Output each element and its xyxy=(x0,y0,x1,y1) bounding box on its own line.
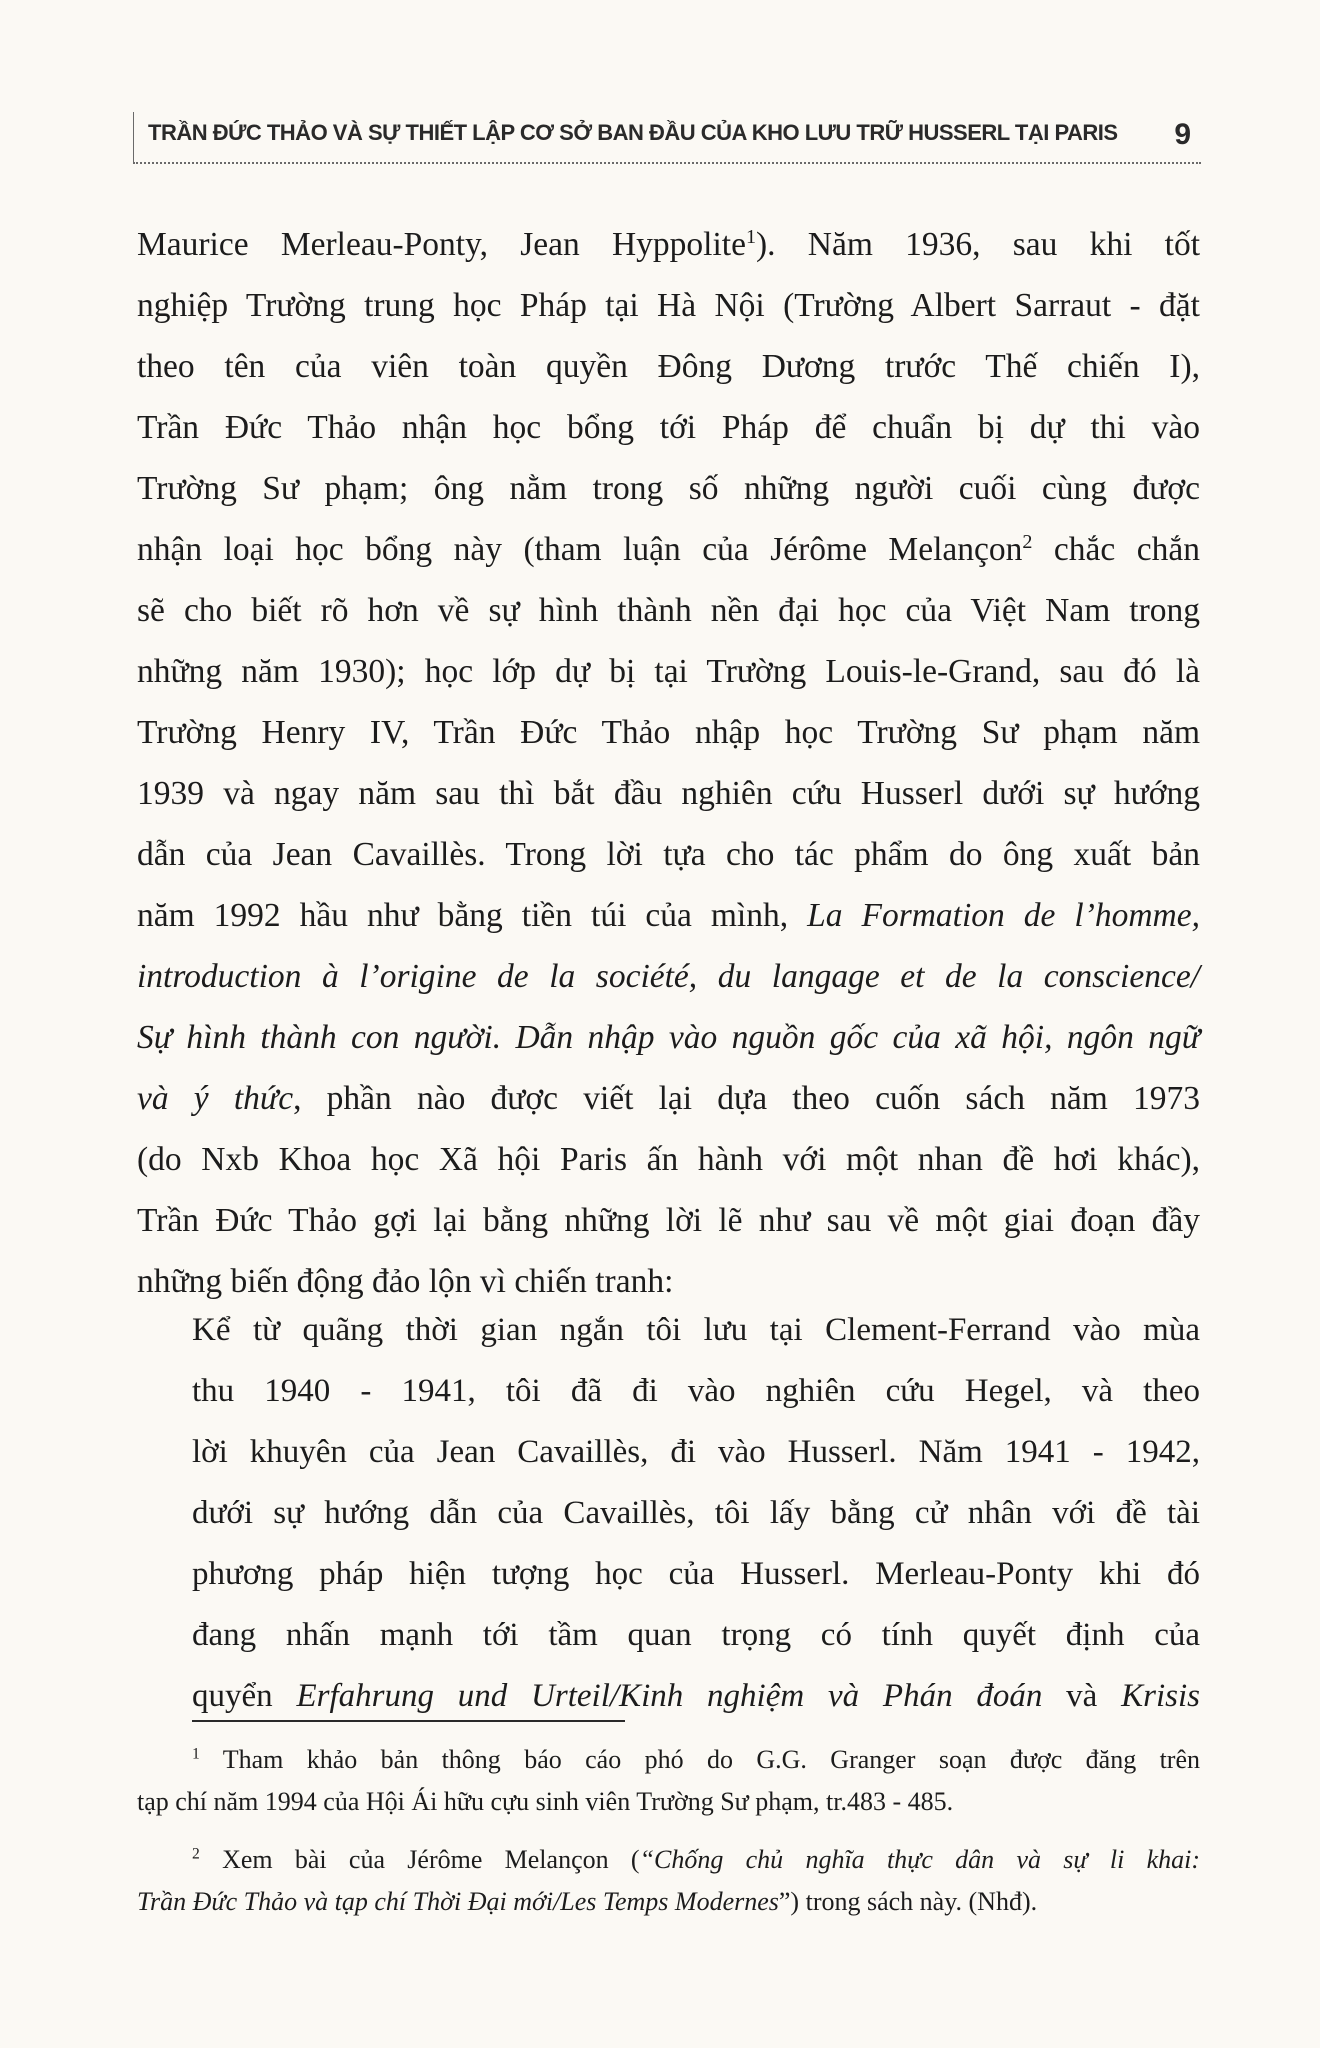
book-title-italic: Sự hình thành con người. Dẫn nhập vào nguồn gốc của xã hội, ngôn ngữ xyxy=(137,1019,1200,1056)
block-quote xyxy=(192,1300,1200,1727)
quote-line: dưới sự hướng dẫn của Cavaillès, tôi lấy bằng cử nhân với đề tài xyxy=(192,1495,1200,1531)
text-line xyxy=(137,214,1200,275)
body-paragraph xyxy=(137,214,1200,1312)
footnote-1 xyxy=(137,1739,1200,1781)
footnotes xyxy=(137,1739,1200,1923)
text-line xyxy=(137,1007,1200,1068)
footnote-number: 1 xyxy=(192,1745,200,1763)
text-line xyxy=(137,946,1200,1007)
footnote-text: Xem bài của Jérôme Melançon ( xyxy=(199,1845,640,1874)
text-segment: năm 1992 hầu như bằng tiền túi của mình, xyxy=(137,897,808,934)
book-title-italic: Erfahrung und Urteil/Kinh nghiệm và Phán đoán xyxy=(296,1678,1043,1714)
footnote-1-cont xyxy=(137,1781,1200,1823)
text-line: nghiệp Trường trung học Pháp tại Hà Nội (Trường Albert Sarraut - đặt xyxy=(137,287,1200,324)
text-line xyxy=(137,519,1200,580)
quote-line: thu 1940 - 1941, tôi đã đi vào nghiên cứu Hegel, và theo xyxy=(192,1373,1200,1409)
footnote-number: 2 xyxy=(192,1845,200,1863)
text-segment: và xyxy=(1042,1678,1122,1714)
text-segment: quyển xyxy=(192,1678,297,1714)
quote-line: đang nhấn mạnh tới tầm quan trọng có tính quyết định của xyxy=(192,1617,1200,1653)
book-title-italic: La Formation de l’homme, xyxy=(807,897,1200,934)
footnote-2-cont xyxy=(137,1881,1200,1923)
page-number: 9 xyxy=(1174,118,1191,151)
quote-line: phương pháp hiện tượng học của Husserl. Merleau-Ponty khi đó xyxy=(192,1556,1200,1592)
text-line: những biến động đảo lộn vì chiến tranh: xyxy=(137,1263,674,1300)
book-title-italic: Krisis xyxy=(1121,1678,1200,1714)
text-line: Trần Đức Thảo nhận học bổng tới Pháp để chuẩn bị dự thi vào xyxy=(137,409,1200,446)
footnote-2 xyxy=(137,1839,1200,1881)
footnote-ref-2: 2 xyxy=(1022,530,1033,553)
quote-line: Kể từ quãng thời gian ngắn tôi lưu tại Clement-Ferrand vào mùa xyxy=(192,1312,1200,1348)
text-line: (do Nxb Khoa học Xã hội Paris ấn hành với một nhan đề hơi khác), xyxy=(137,1141,1200,1178)
footnote-text: Tham khảo bản thông báo cáo phó do G.G. Granger soạn được đăng trên xyxy=(199,1745,1200,1774)
quote-line: lời khuyên của Jean Cavaillès, đi vào Husserl. Năm 1941 - 1942, xyxy=(192,1434,1200,1470)
footnote-italic: “Chống chủ nghĩa thực dân và sự li khai: xyxy=(639,1845,1201,1874)
text-line: Trần Đức Thảo gợi lại bằng những lời lẽ như sau về một giai đoạn đầy xyxy=(137,1202,1200,1239)
footnote-italic: Trần Đức Thảo và tạp chí Thời Đại mới/Les Temps Modernes xyxy=(137,1887,779,1916)
quote-line xyxy=(192,1666,1200,1727)
text-line: Trường Henry IV, Trần Đức Thảo nhập học Trường Sư phạm năm xyxy=(137,714,1200,751)
text-line xyxy=(137,885,1200,946)
footnote-ref-1: 1 xyxy=(745,225,756,248)
text-line: dẫn của Jean Cavaillès. Trong lời tựa cho tác phẩm do ông xuất bản xyxy=(137,836,1200,873)
text-segment: ). Năm 1936, sau khi tốt xyxy=(756,226,1200,263)
text-segment: nhận loại học bổng này (tham luận của Jérôme Melançon xyxy=(137,531,1023,568)
text-segment: Maurice Merleau-Ponty, Jean Hyppolite xyxy=(137,226,746,263)
text-segment: , phần nào được viết lại dựa theo cuốn sách năm 1973 xyxy=(293,1080,1201,1117)
text-line xyxy=(137,1068,1200,1129)
footnote-text: ”) trong sách này. (Nhđ). xyxy=(778,1887,1038,1916)
footnote-separator xyxy=(192,1720,625,1722)
text-line: sẽ cho biết rõ hơn về sự hình thành nền đại học của Việt Nam trong xyxy=(137,592,1200,629)
footnote-text: tạp chí năm 1994 của Hội Ái hữu cựu sinh viên Trường Sư phạm, tr.483 - 485. xyxy=(137,1787,954,1816)
running-header xyxy=(133,112,1201,164)
footnote-gap xyxy=(137,1823,1200,1839)
text-line: 1939 và ngay năm sau thì bắt đầu nghiên cứu Husserl dưới sự hướng xyxy=(137,775,1200,812)
text-line: những năm 1930); học lớp dự bị tại Trường Louis-le-Grand, sau đó là xyxy=(137,653,1200,690)
text-line: Trường Sư phạm; ông nằm trong số những người cuối cùng được xyxy=(137,470,1200,507)
text-segment: chắc chắn xyxy=(1032,531,1200,568)
chapter-title: TRẦN ĐỨC THẢO VÀ SỰ THIẾT LẬP CƠ SỞ BAN ĐẦU CỦA KHO LƯU TRỮ HUSSERL TẠI PARIS xyxy=(148,120,1118,145)
text-line: theo tên của viên toàn quyền Đông Dương trước Thế chiến I), xyxy=(137,348,1200,385)
book-title-italic: và ý thức xyxy=(137,1080,294,1117)
book-title-italic: introduction à l’origine de la société, du langage et de la conscience/ xyxy=(137,958,1200,995)
